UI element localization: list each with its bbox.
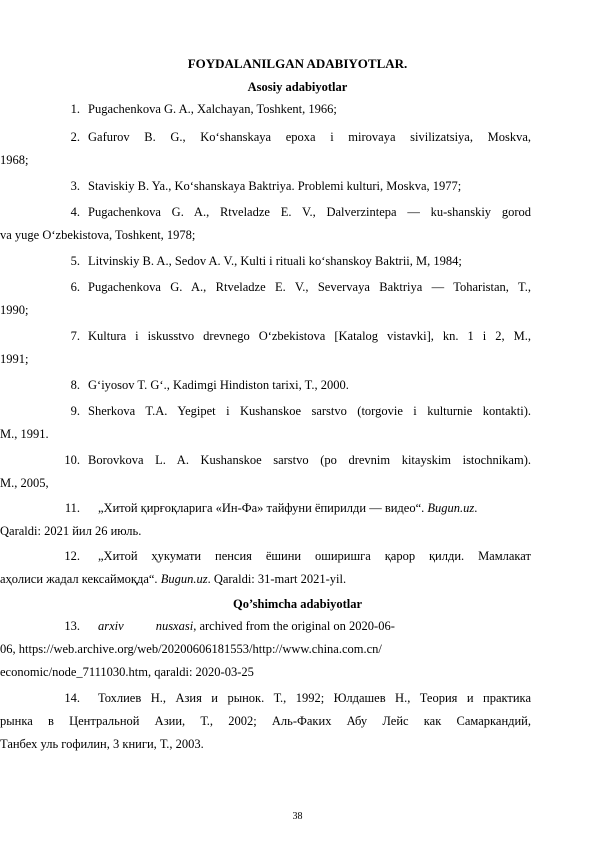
reference-number: 10.: [64, 453, 80, 467]
reference-text-cont: рынка в Центральной Азии, Т., 2002; Аль-Факих Абу Лейс как Самаркандий,: [0, 714, 531, 728]
reference-item-6: [0, 276, 531, 322]
reference-text: arxiv nusxasi, archived from the original on 2020-06-: [98, 619, 395, 633]
reference-text: Sherkova T.A. Yegipet i Kushanskoe sarstvo (torgovie i kulturnie kontakti).: [88, 404, 531, 418]
reference-number: 1.: [70, 102, 80, 116]
reference-item-1: [70, 98, 531, 121]
reference-number: 11.: [64, 501, 80, 515]
reference-number: 6.: [70, 280, 80, 294]
reference-item-5: [70, 250, 531, 273]
reference-text-cont: 1990;: [0, 303, 29, 317]
reference-number: 13.: [64, 619, 80, 633]
reference-item-8: [70, 374, 531, 397]
archive-link-label[interactable]: arxiv: [98, 619, 124, 633]
reference-number: 12.: [64, 549, 80, 563]
reference-text: G‘iyosov T. G‘., Kadimgi Hindiston tarixi, T., 2000.: [88, 378, 349, 392]
reference-text-cont: аҳолиси жадал кексаймоқда“. Bugun.uz. Qaraldi: 31-mart 2021-yil.: [0, 572, 347, 586]
reference-item-3: [70, 175, 531, 198]
reference-source: Bugun.uz: [427, 501, 475, 515]
reference-number: 5.: [70, 254, 80, 268]
reference-number: 14.: [64, 691, 80, 705]
reference-item-9: [0, 400, 531, 446]
reference-text-cont: Танбех уль гофилин, 3 книги, Т., 2003.: [0, 737, 204, 751]
reference-text: Тохлиев Н., Азия и рынок. Т., 1992; Юлдашев Н., Теория и практика: [98, 691, 531, 705]
reference-item-10: [0, 449, 531, 495]
reference-url[interactable]: 06, https://web.archive.org/web/20200606181553/http://www.china.com.cn/: [0, 642, 382, 656]
reference-number: 7.: [70, 329, 80, 343]
reference-item-2: [0, 126, 531, 172]
reference-text: Kultura i iskusstvo drevnego O‘zbekistova [Katalog vistavki], kn. 1 i 2, M.,: [88, 329, 531, 343]
reference-number: 4.: [70, 205, 80, 219]
reference-text-cont: M., 1991.: [0, 427, 49, 441]
reference-item-14: [0, 687, 531, 756]
reference-text: Pugachenkova G. A., Rtveladze E. V., Severvaya Baktriya — Toharistan, T.,: [88, 280, 531, 294]
reference-text: Pugachenkova G. A., Xalchayan, Toshkent, 1966;: [88, 102, 337, 116]
reference-title: „Хитой қирғоқларига «Ин-Фа» тайфуни ёпирилди — видео“.: [98, 501, 425, 515]
reference-number: 2.: [70, 130, 80, 144]
page-number: 38: [292, 811, 303, 822]
reference-item-12: [0, 545, 531, 591]
page-heading: FOYDALANILGAN ADABIYOTLAR.: [187, 56, 408, 71]
reference-text: „Хитой қирғоқларига «Ин-Фа» тайфуни ёпирилди — видео“. Bugun.uz.: [98, 501, 478, 515]
reference-text-cont: M., 2005,: [0, 476, 49, 490]
reference-url-cont: economic/node_7111030.htm, qaraldi: 2020-03-25: [0, 665, 254, 679]
reference-item-13: [0, 615, 531, 684]
reference-item-4: [0, 201, 531, 247]
reference-item-7: [0, 325, 531, 371]
reference-text: Pugachenkova G. A., Rtveladze E. V., Dalverzintepa — ku-shanskiy gorod: [88, 205, 531, 219]
reference-text: Borovkova L. A. Kushanskoe sarstvo (po drevnim kitayskim istochnikam).: [88, 453, 531, 467]
section-title-main: Asosiy adabiyotlar: [247, 80, 348, 94]
reference-text-cont: Qaraldi: 2021 йил 26 июль.: [0, 524, 142, 538]
reference-text: Staviskiy B. Ya., Ko‘shanskaya Baktriya. Problemi kulturi, Moskva, 1977;: [88, 179, 462, 193]
section-title-extra: Qo’shimcha adabiyotlar: [232, 597, 363, 611]
reference-text-cont: 1991;: [0, 352, 29, 366]
reference-number: 9.: [70, 404, 80, 418]
reference-text-cont: 1968;: [0, 153, 29, 167]
reference-text: Gafurov B. G., Ko‘shanskaya epoxa i mirovaya sivilizatsiya, Moskva,: [88, 130, 531, 144]
reference-item-11: [0, 497, 531, 543]
reference-text-cont: va yuge O‘zbekistova, Toshkent, 1978;: [0, 228, 196, 242]
reference-text: Litvinskiy B. A., Sedov A. V., Kulti i rituali ko‘shanskoy Baktrii, M, 1984;: [88, 254, 462, 268]
archive-copy-label: nusxasi: [155, 619, 194, 633]
reference-text: „Хитой ҳукумати пенсия ёшини оширишга қарор қилди. Мамлакат: [98, 549, 531, 563]
reference-number: 3.: [70, 179, 80, 193]
reference-source: Bugun.uz: [160, 572, 208, 586]
reference-number: 8.: [70, 378, 80, 392]
